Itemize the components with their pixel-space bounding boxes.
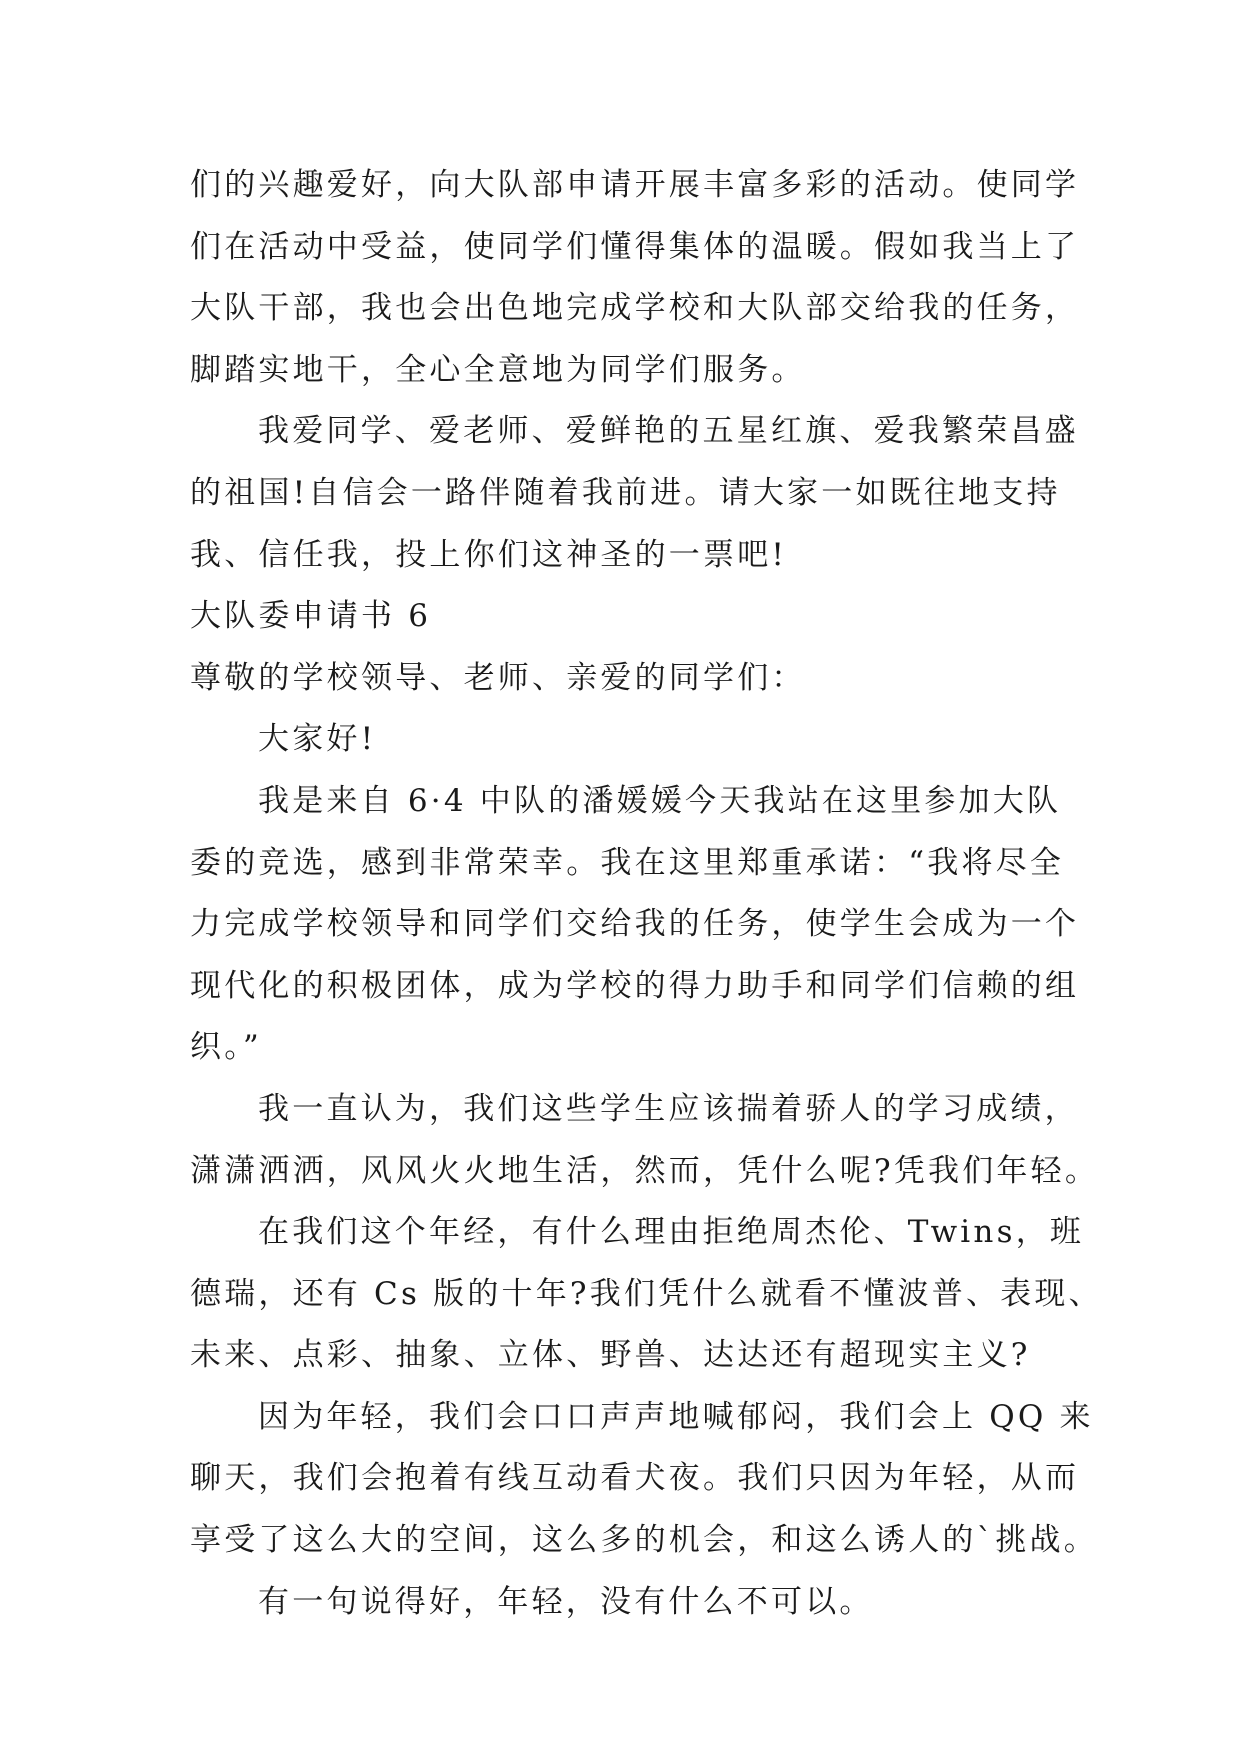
paragraph-start-line: 我是来自 6·4 中队的潘媛媛今天我站在这里参加大队 [258, 782, 1062, 819]
text-line: 力完成学校领导和同学们交给我的任务，使学生会成为一个 [190, 906, 1080, 943]
text-line: 脚踏实地干，全心全意地为同学们服务。 [190, 351, 806, 388]
text-line: 委的竞选，感到非常荣幸。我在这里郑重承诺：“我将尽全 [190, 844, 1065, 881]
text-line: 现代化的积极团体，成为学校的得力助手和同学们信赖的组 [190, 967, 1080, 1004]
text-line: 聊天，我们会抱着有线互动看犬夜。我们只因为年轻，从而 [190, 1460, 1080, 1497]
paragraph-start-line: 因为年轻，我们会口口声声地喊郁闷，我们会上 QQ 来 [258, 1398, 1094, 1435]
section-heading: 大队委申请书 6 [190, 598, 432, 635]
salutation: 尊敬的学校领导、老师、亲爱的同学们： [190, 659, 806, 696]
greeting: 大家好! [258, 721, 377, 758]
paragraph-start-line: 我爱同学、爱老师、爱鲜艳的五星红旗、爱我繁荣昌盛 [258, 413, 1079, 450]
paragraph-start-line: 我一直认为，我们这些学生应该揣着骄人的学习成绩， [258, 1090, 1079, 1127]
text-line: 潇潇洒洒，风风火火地生活，然而，凭什么呢?凭我们年轻。 [190, 1152, 1100, 1189]
text-line: 享受了这么大的空间，这么多的机会，和这么诱人的`挑战。 [190, 1522, 1098, 1559]
text-line: 的祖国!自信会一路伴随着我前进。请大家一如既往地支持 [190, 474, 1061, 511]
text-line: 们的兴趣爱好，向大队部申请开展丰富多彩的活动。使同学 [190, 167, 1080, 203]
text-line: 大队干部，我也会出色地完成学校和大队部交给我的任务， [190, 290, 1080, 327]
paragraph-start-line: 在我们这个年经，有什么理由拒绝周杰伦、Twins，班 [258, 1214, 1085, 1251]
document-page [190, 155, 1103, 1633]
text-line: 我、信任我，投上你们这神圣的一票吧! [190, 536, 788, 573]
text-line: 未来、点彩、抽象、立体、野兽、达达还有超现实主义? [190, 1337, 1031, 1374]
text-line: 德瑞，还有 Cs 版的十年?我们凭什么就看不懂波普、表现、 [190, 1275, 1103, 1312]
paragraph-start-line: 有一句说得好，年轻，没有什么不可以。 [258, 1583, 874, 1620]
text-line: 织。” [190, 1029, 262, 1066]
text-line: 们在活动中受益，使同学们懂得集体的温暖。假如我当上了 [190, 228, 1080, 265]
